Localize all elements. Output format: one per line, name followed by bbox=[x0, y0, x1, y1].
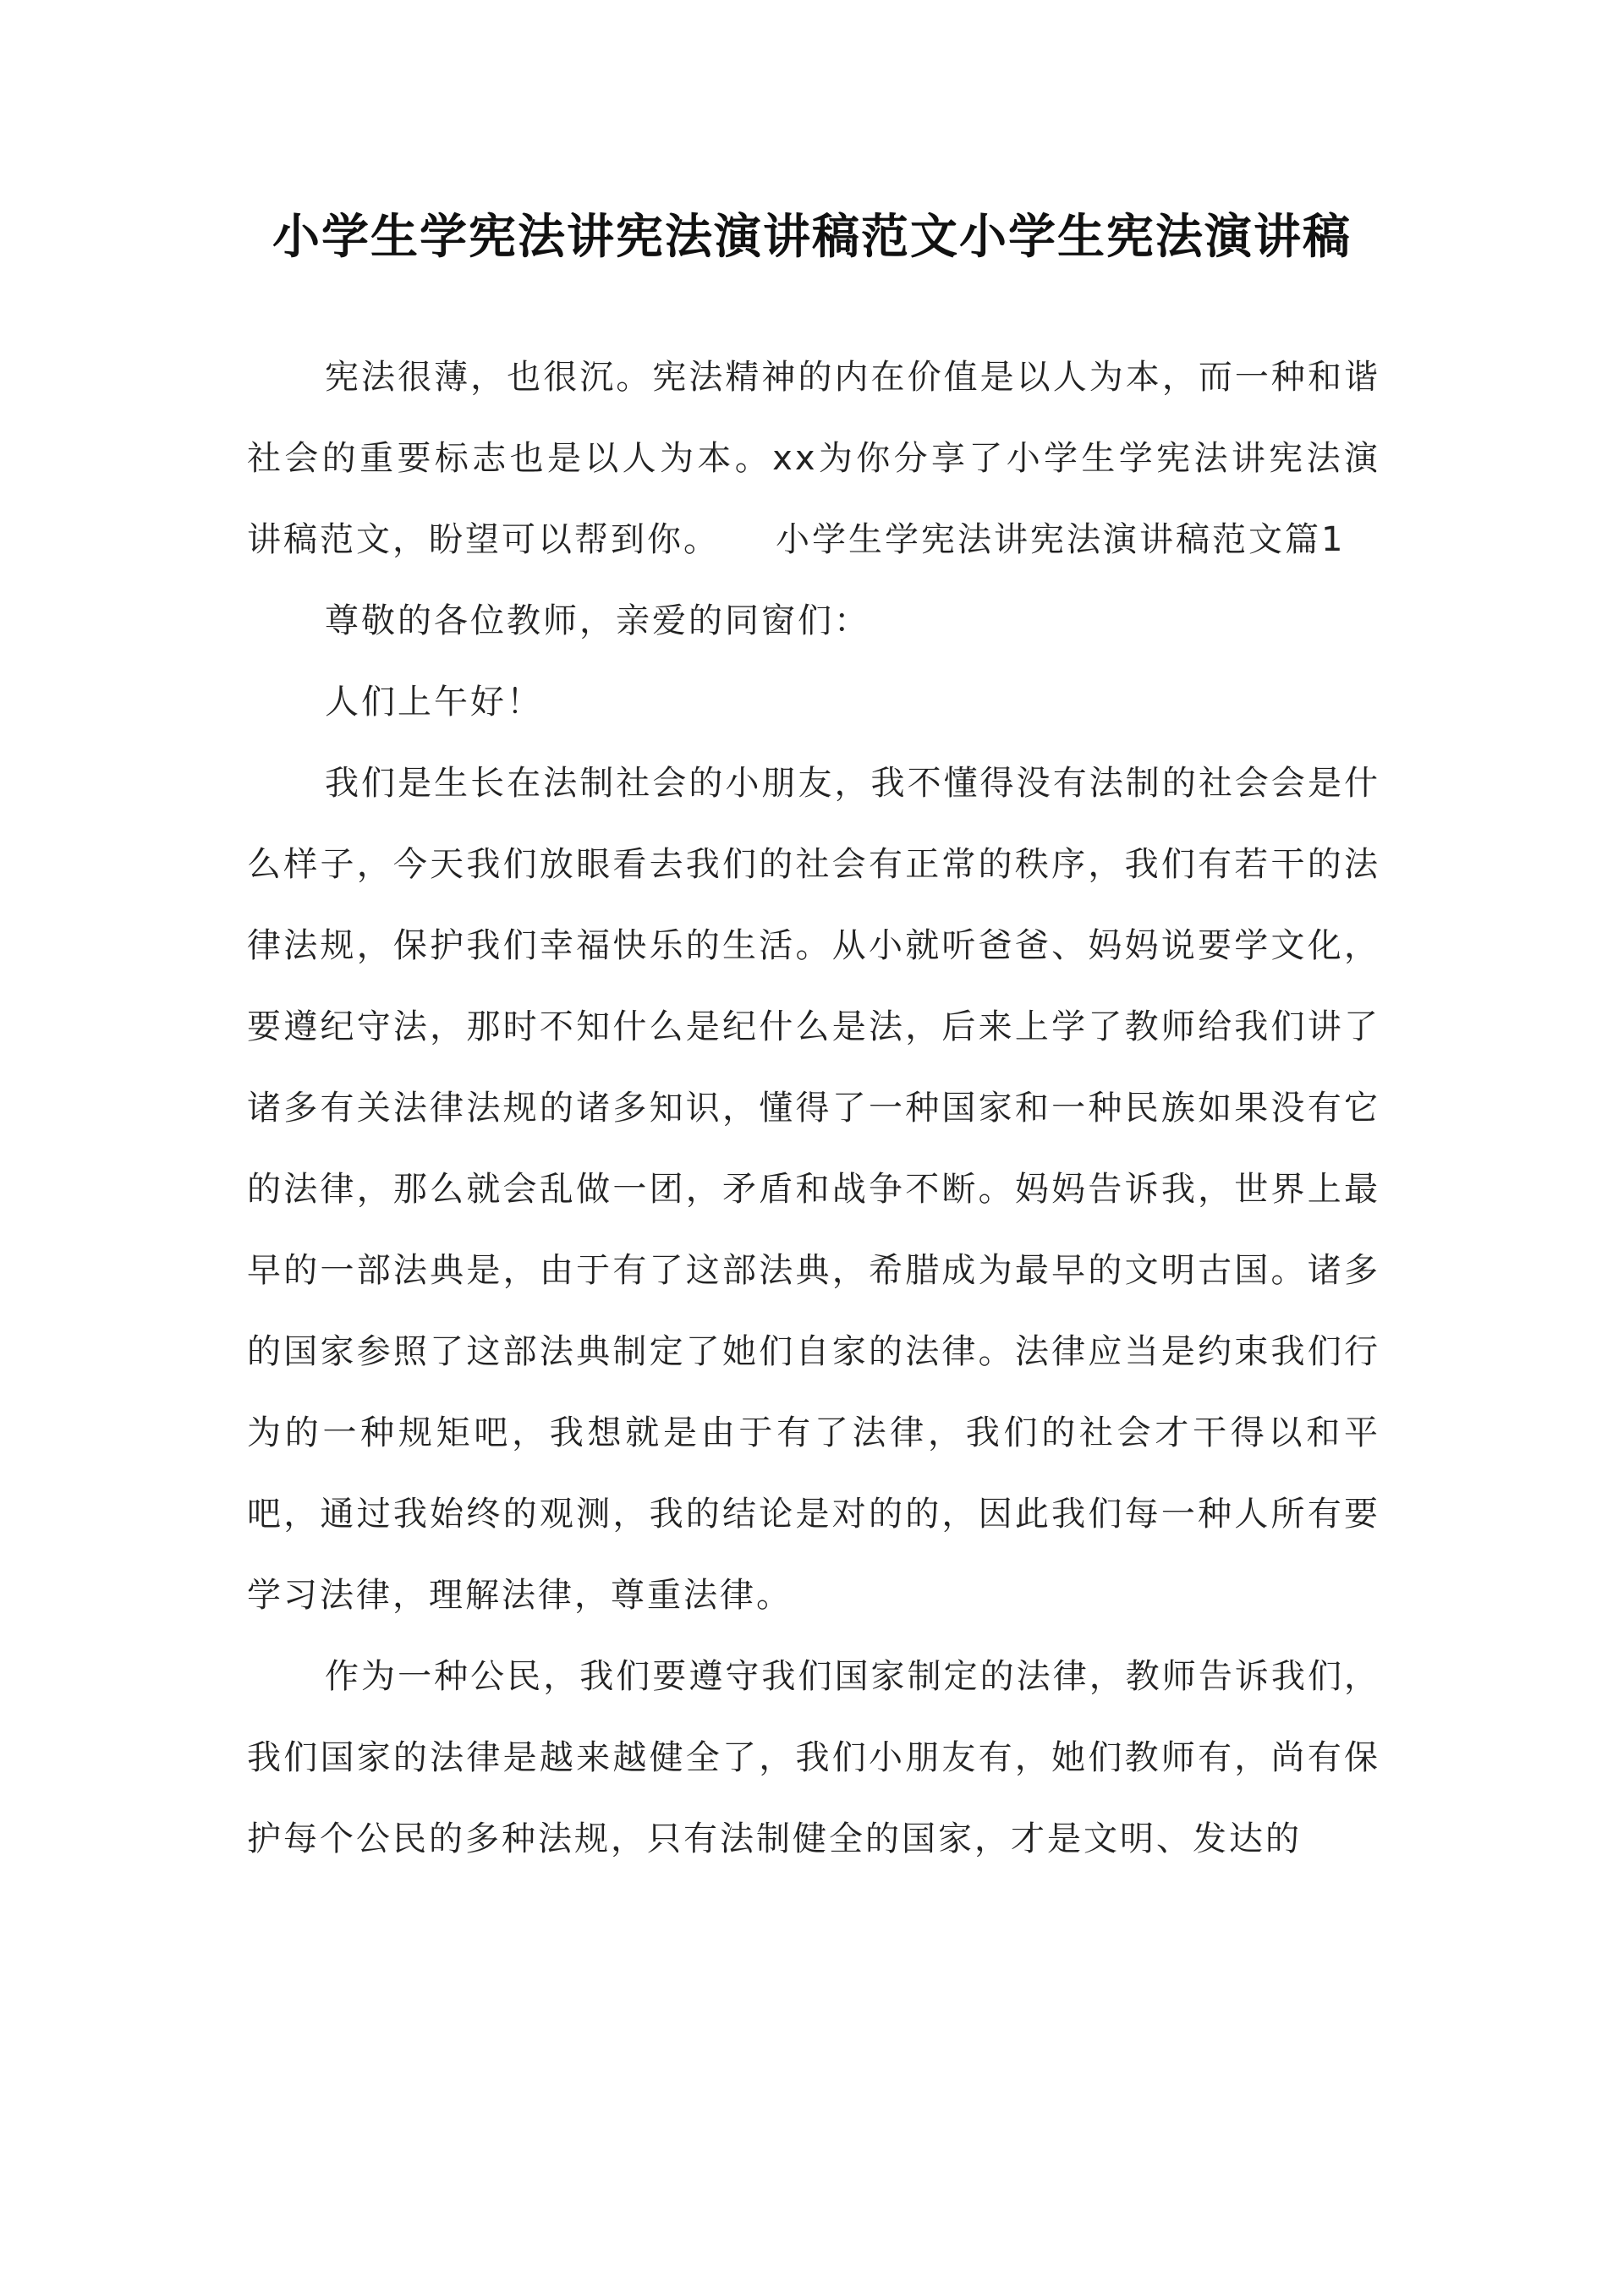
document-body bbox=[247, 337, 1380, 1880]
paragraph-body-2: 作为一种公民，我们要遵守我们国家制定的法律，教师告诉我们，我们国家的法律是越来越健全了，我们小朋友有，她们教师有，尚有保护每个公民的多种法规，只有法制健全的国家，才是文明、发达的 bbox=[247, 1657, 1380, 1858]
paragraph-greeting: 尊敬的各位教师，亲爱的同窗们： bbox=[325, 601, 870, 640]
paragraph-intro: 宪法很薄，也很沉。宪法精神的内在价值是以人为本，而一种和谐社会的重要标志也是以人为本。xx为你分享了小学生学宪法讲宪法演讲稿范文，盼望可以帮到你。 小学生学宪法讲宪法演讲稿范文篇1 bbox=[247, 358, 1380, 559]
paragraph-salutation: 人们上午好！ bbox=[325, 683, 543, 722]
paragraph-body-1: 我们是生长在法制社会的小朋友，我不懂得没有法制的社会会是什么样子，今天我们放眼看去我们的社会有正常的秩序，我们有若干的法律法规，保护我们幸福快乐的生活。从小就听爸爸、妈妈说要学文化，要遵纪守法，那时不知什么是纪什么是法，后来上学了教师给我们讲了诸多有关法律法规的诸多知识，懂得了一种国家和一种民族如果没有它的法律，那么就会乱做一团，矛盾和战争不断。妈妈告诉我，世界上最早的一部法典是，由于有了这部法典，希腊成为最早的文明古国。诸多的国家参照了这部法典制定了她们自家的法律。法律应当是约束我们行为的一种规矩吧，我想就是由于有了法律，我们的社会才干得以和平吧，通过我始终的观测，我的结论是对的的，因此我们每一种人所有要学习法律，理解法律，尊重法律。 bbox=[247, 764, 1380, 1615]
document-title: 小学生学宪法讲宪法演讲稿范文小学生宪法演讲稿 bbox=[272, 209, 1352, 265]
